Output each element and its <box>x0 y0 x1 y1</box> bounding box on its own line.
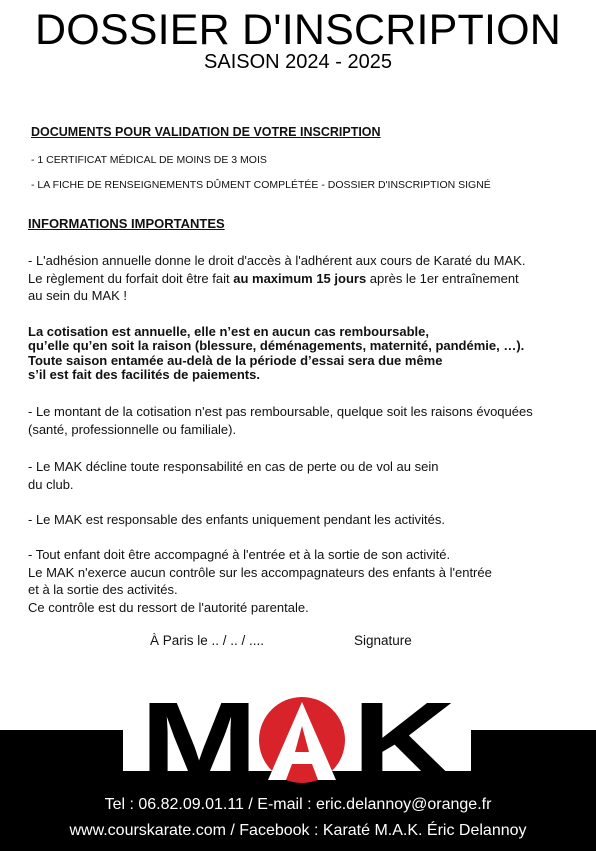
adhesion-line-2 <box>28 270 525 288</box>
montant-line-2: (santé, professionnelle ou familiale). <box>28 421 237 437</box>
cotisation-line-1: La cotisation est annuelle, elle n’est en aucun cas remboursable, <box>28 324 429 339</box>
documents-item-fiche: - LA FICHE DE RENSEIGNEMENTS DÛMENT COMPLÉTÉE - DOSSIER D'INSCRIPTION SIGNÉ <box>31 179 491 191</box>
adhesion-line-1: - L'adhésion annuelle donne le droit d'accès à l'adhérent aux cours de Karaté du MAK. <box>28 253 526 268</box>
responsabilite-line-2: du club. <box>28 476 74 492</box>
documents-item-certificat: - 1 CERTIFICAT MÉDICAL DE MOINS DE 3 MOIS <box>31 154 267 166</box>
cotisation-paragraph <box>28 325 524 382</box>
adhesion-paragraph <box>28 252 525 305</box>
logo-letter-m: M <box>140 694 258 784</box>
accompagnement-line-1: - Tout enfant doit être accompagné à l'entrée et à la sortie de son activité. <box>28 547 451 562</box>
accompagnement-line-2: Le MAK n'exerce aucun contrôle sur les accompagnateurs des enfants à l'entrée <box>28 564 492 580</box>
mak-logo <box>140 694 456 784</box>
footer-web: www.courskarate.com / Facebook : Karaté M.A.K. Éric Delannoy <box>69 822 527 839</box>
season-subtitle: SAISON 2024 - 2025 <box>204 51 392 73</box>
montant-line-1: - Le montant de la cotisation n'est pas remboursable, quelque soit les raisons évoquées <box>28 404 533 419</box>
responsabilite-paragraph <box>28 458 438 493</box>
accompagnement-paragraph <box>28 546 492 616</box>
signature-label: Signature <box>354 633 412 648</box>
adhesion-line-3: au sein du MAK ! <box>28 288 127 303</box>
page-title: DOSSIER D'INSCRIPTION <box>34 6 562 54</box>
adhesion-line-2-end: après le 1er entraînement <box>366 270 519 286</box>
logo-letter-a-circle <box>259 697 345 783</box>
logo-letter-k: K <box>352 694 456 784</box>
enfants-paragraph <box>28 511 445 529</box>
montant-paragraph <box>28 403 533 438</box>
place-date-field[interactable]: À Paris le .. / .. / .... <box>150 633 265 648</box>
accompagnement-line-4: Ce contrôle est du ressort de l'autorité parentale. <box>28 599 309 615</box>
cotisation-line-2: qu’elle qu’en soit la raison (blessure, déménagements, maternité, pandémie, …). <box>28 338 525 354</box>
cotisation-line-4: s’il est fait des facilités de paiements. <box>28 366 260 382</box>
responsabilite-line-1: - Le MAK décline toute responsabilité en cas de perte ou de vol au sein <box>28 459 439 474</box>
enfants-line-1: - Le MAK est responsable des enfants uniquement pendant les activités. <box>28 512 445 527</box>
accompagnement-line-3: et à la sortie des activités. <box>28 582 178 597</box>
footer-contact: Tel : 06.82.09.01.11 / E-mail : eric.delannoy@orange.fr <box>104 796 492 813</box>
informations-heading: INFORMATIONS IMPORTANTES <box>28 216 225 231</box>
adhesion-line-2-start: Le règlement du forfait doit être fait <box>28 270 234 286</box>
documents-heading: DOCUMENTS POUR VALIDATION DE VOTRE INSCRIPTION <box>31 125 381 139</box>
adhesion-delay-bold: au maximum 15 jours <box>233 270 367 286</box>
cotisation-line-3: Toute saison entamée au-delà de la période d’essai sera due même <box>28 352 443 368</box>
